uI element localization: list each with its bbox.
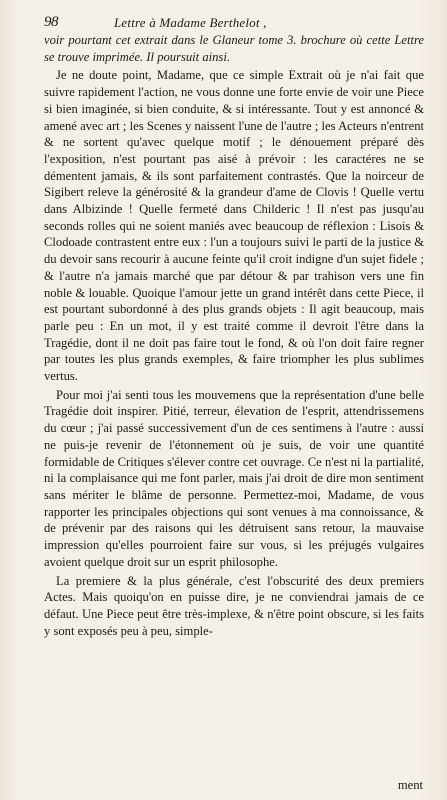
catchword: ment bbox=[397, 778, 423, 792]
page-header bbox=[44, 14, 424, 34]
paragraph-2: Pour moi j'ai senti tous les mouvemens que la représentation d'une belle Tragédie doit inspirer. Pitié, terreur, élevation de l'esprit, attendrissemens du cœur ; j'ai passé successivement d'un de ces sentimens à l'autre : aussi ne puis-je revenir de l'étonnement où je suis, de voir une quantité formidable de Critiques s'élever contre cet ouvrage. Ce n'est ni la partialité, ni la complaisance qui me font parler, mais j'ai droit de dire mon sentiment sans mériter le blâme de personne. Permettez-moi, Madame, de vous rapporter les principales objections qui sont venues à ma connoissance, & de prévenir par des raisons qui les détruisent sans retour, la mauvaise impression qu'elles pourroient faire sur vous, si les préjugés vulgaires avoient quelque droit sur un esprit philosophe. bbox=[44, 387, 424, 569]
page-body bbox=[44, 32, 424, 639]
paragraph-3: La premiere & la plus générale, c'est l'obscurité des deux premiers Actes. Mais quoiqu'on en puisse dire, je ne conviendrai jamais de ce défaut. Une Piece peut être très-implexe, & n'être point obscure, si les faits y sont exposés peu à peu, simple- bbox=[44, 573, 424, 638]
page-number: 98 bbox=[44, 14, 58, 30]
paragraph-1: Je ne doute point, Madame, que ce simple Extrait où je n'ai fait que suivre rapidement l'action, ne vous donne une forte envie de voir une Piece si bien imaginée, si bien conduite, & si intéressante. Tout y est annoncé & amené avec art ; les Scenes y naissent l'une de l'autre ; les Acteurs n'entrent & ne sortent qu'avec quelque motif ; le dénouement préparé dès l'exposition, n'est pourtant pas aisé à prévoir : les caractéres ne se démentent jamais, & ils sont parfaitement contrastés. Que la noirceur de Sigibert releve la générosité & la grandeur d'ame de Clovis ! Quelle vertu dans Albizinde ! Quelle fermeté dans Childeric ! Il n'est pas jusqu'au seconds rolles qui ne soient maniés avec beaucoup de réflexion : Lisois & Clodoade contrastent entre eux : l'un a toujours suivi le parti de la justice & du devoir sans recourir à aucune feinte qu'il croit indigne d'un sujet fidele ; & l'autre n'a jamais marché que par détour & par trahison vers une fin noble & louable. Quoique l'amour jette un grand intérêt dans cette Piece, il est pourtant subordonné à des plus grands objets : Il agit beaucoup, mais parle peu : En un mot, il y est traité comme il devroit l'être dans la Tragédie, dont il ne doit pas faire tout le fond, & où l'on doit faire regner par toutes les plus grands exemples, & faire triompher les plus sublimes vertus. bbox=[44, 68, 424, 384]
running-head: Lettre à Madame Berthelot , bbox=[114, 15, 267, 30]
intro-text: voir pourtant cet extrait dans le Glaneur tome 3. brochure où cette Lettre se trouve imprimée. Il poursuit ainsi. bbox=[44, 33, 424, 64]
